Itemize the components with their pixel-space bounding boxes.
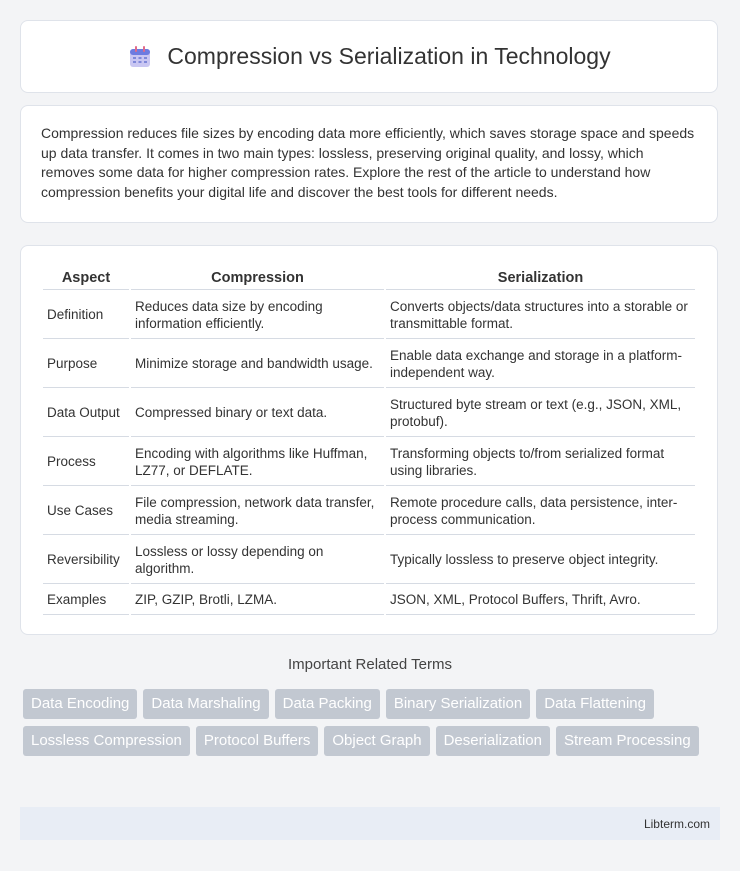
related-term-tag[interactable]: Stream Processing xyxy=(556,726,699,756)
related-term-tag[interactable]: Data Encoding xyxy=(23,689,137,719)
table-row xyxy=(43,439,695,486)
intro-text: Compression reduces file sizes by encoding data more efficiently, which saves storage space and speeds up data transfer. It comes in two main types: lossless, preserving original quality, and lossy, which removes some data for higher compression rates. Explore the rest of the article to understand how compression benefits your digital life and discover the best tools for different needs. xyxy=(41,125,695,200)
related-term-tag[interactable]: Data Marshaling xyxy=(143,689,268,719)
serialization-cell: Remote procedure calls, data persistence, inter-process communication. xyxy=(386,488,695,535)
related-term-tag[interactable]: Data Flattening xyxy=(536,689,654,719)
column-header-serialization: Serialization xyxy=(386,264,695,290)
row-aspect: Examples xyxy=(43,586,129,615)
row-aspect: Purpose xyxy=(43,341,129,388)
calendar-icon xyxy=(127,44,153,70)
compression-cell: Reduces data size by encoding information efficiently. xyxy=(131,292,384,339)
column-header-aspect: Aspect xyxy=(43,264,129,290)
serialization-cell: Typically lossless to preserve object integrity. xyxy=(386,537,695,584)
comparison-table-card xyxy=(20,245,718,635)
compression-cell: Encoding with algorithms like Huffman, LZ77, or DEFLATE. xyxy=(131,439,384,486)
row-aspect: Use Cases xyxy=(43,488,129,535)
related-term-tag[interactable]: Protocol Buffers xyxy=(196,726,318,756)
related-terms-list xyxy=(23,689,703,756)
footer-site-link[interactable]: Libterm.com xyxy=(643,816,710,831)
intro-card xyxy=(20,105,718,223)
page-title: Compression vs Serialization in Technology xyxy=(167,43,611,69)
column-header-compression: Compression xyxy=(131,264,384,290)
header-card xyxy=(20,20,718,93)
table-row xyxy=(43,586,695,615)
related-term-tag[interactable]: Lossless Compression xyxy=(23,726,190,756)
row-aspect: Process xyxy=(43,439,129,486)
footer xyxy=(20,807,720,840)
compression-cell: File compression, network data transfer, media streaming. xyxy=(131,488,384,535)
serialization-cell: JSON, XML, Protocol Buffers, Thrift, Avro. xyxy=(386,586,695,615)
compression-cell: Compressed binary or text data. xyxy=(131,390,384,437)
related-term-tag[interactable]: Binary Serialization xyxy=(386,689,530,719)
table-row xyxy=(43,292,695,339)
compression-cell: Lossless or lossy depending on algorithm. xyxy=(131,537,384,584)
serialization-cell: Transforming objects to/from serialized format using libraries. xyxy=(386,439,695,486)
table-row xyxy=(43,537,695,584)
row-aspect: Definition xyxy=(43,292,129,339)
compression-cell: Minimize storage and bandwidth usage. xyxy=(131,341,384,388)
related-terms-heading: Important Related Terms xyxy=(288,656,452,673)
related-term-tag[interactable]: Deserialization xyxy=(436,726,550,756)
serialization-cell: Structured byte stream or text (e.g., JSON, XML, protobuf). xyxy=(386,390,695,437)
table-row xyxy=(43,390,695,437)
table-header-row xyxy=(43,264,695,290)
row-aspect: Reversibility xyxy=(43,537,129,584)
related-term-tag[interactable]: Data Packing xyxy=(275,689,380,719)
table-row xyxy=(43,341,695,388)
row-aspect: Data Output xyxy=(43,390,129,437)
compression-cell: ZIP, GZIP, Brotli, LZMA. xyxy=(131,586,384,615)
serialization-cell: Enable data exchange and storage in a platform-independent way. xyxy=(386,341,695,388)
related-term-tag[interactable]: Object Graph xyxy=(324,726,429,756)
serialization-cell: Converts objects/data structures into a storable or transmittable format. xyxy=(386,292,695,339)
comparison-table xyxy=(41,262,697,617)
table-row xyxy=(43,488,695,535)
